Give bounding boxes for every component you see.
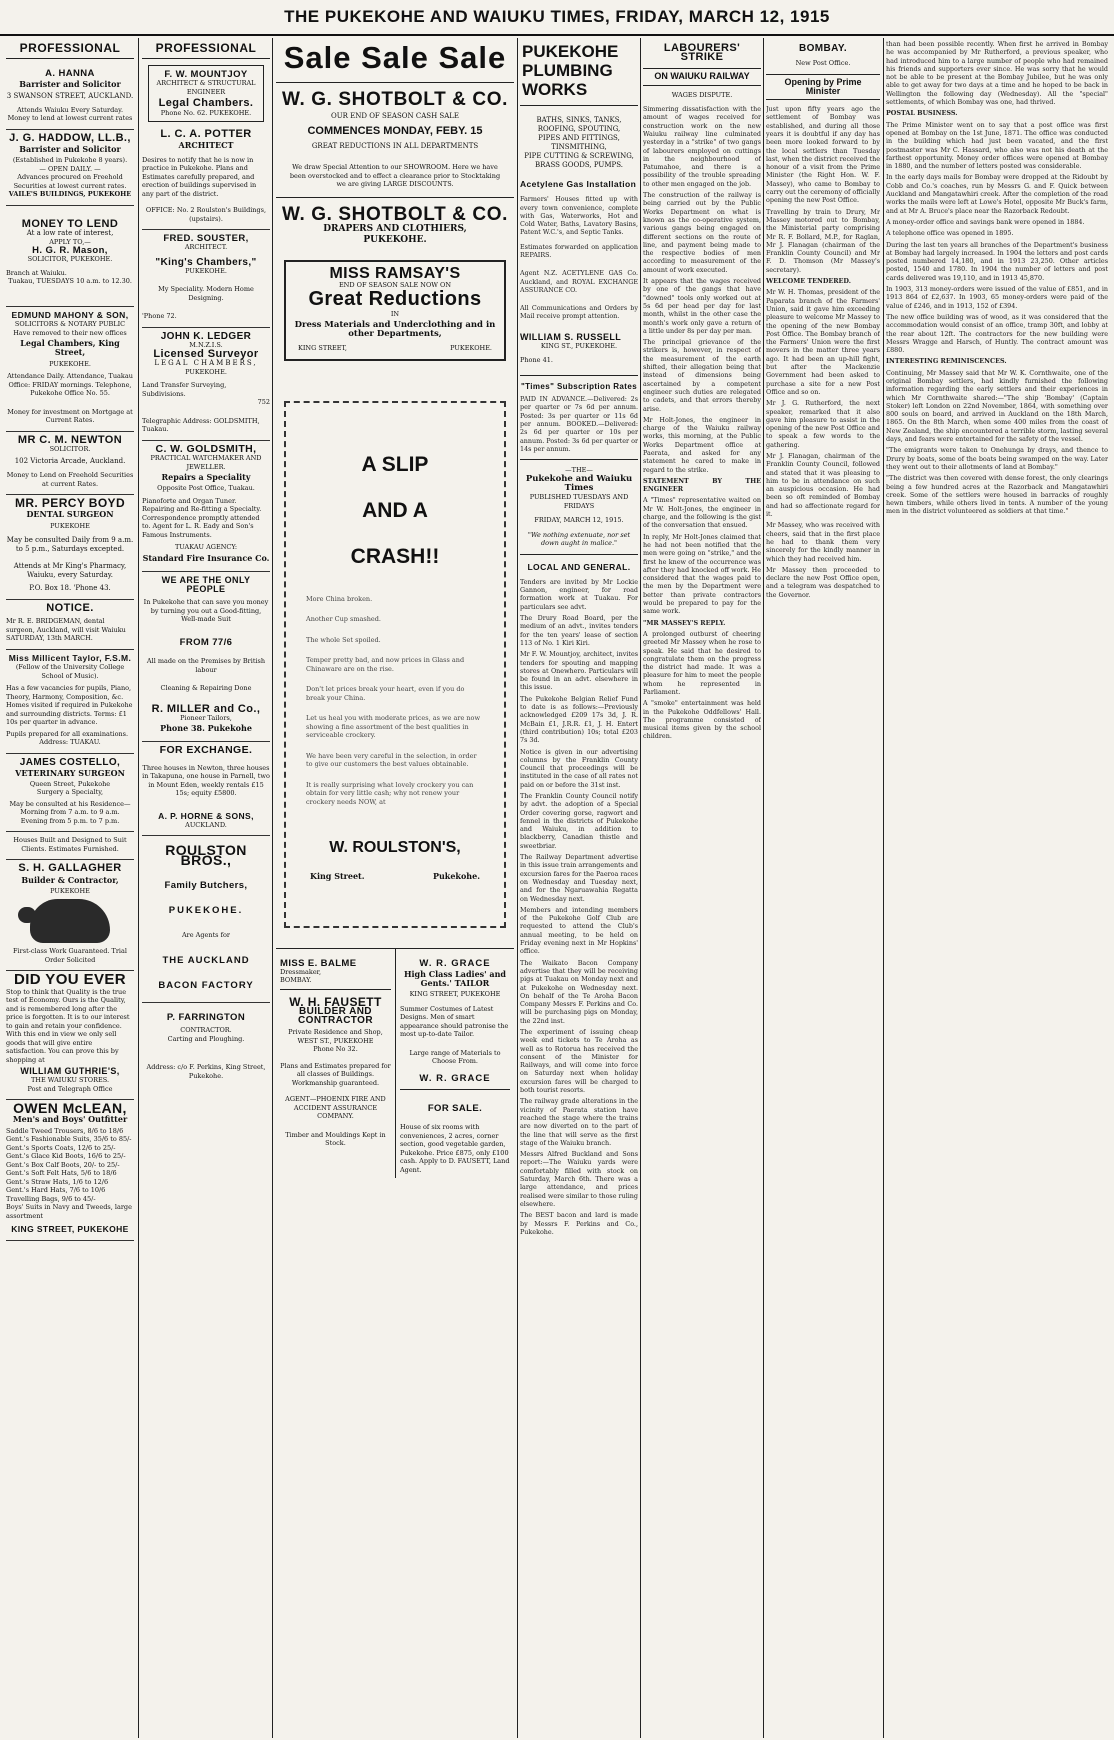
ad-name: S. H. GALLAGHER — [18, 862, 122, 875]
article-para: Mr Massey then proceeded to declare the new Post Office open, and a telegram was despatched to the Governor. — [766, 565, 880, 599]
service-item: ROOFING, SPOUTING, — [537, 125, 621, 133]
ad-name: MR C. M. NEWTON — [17, 433, 123, 446]
ad-slip-and-crash — [284, 401, 506, 928]
shotbolt-place: PUKEKOHE. — [363, 235, 427, 246]
ad-address: Address: TUAKAU. — [39, 738, 101, 747]
article-para: In 1903, 313 money-orders were issued of the value of £851, and in 1913 864 of £2,637. In 1903, 65 money-orders were paid of the value of £246, and in 1913, 152 of £394. — [886, 285, 1108, 310]
article-para: The Prime Minister went on to say that a post office was first opened at Bombay on the 1st June, 1871. The office was conducted in the building which had just been vacated, and the first postmaster was Mr C. Hassard, who also was not his death at the farthest opportunity. Money order offices were opened at Bombay in 1880, and the number of letters posted was considerable. — [886, 120, 1108, 171]
ad-heading: FOR EXCHANGE. — [159, 744, 253, 757]
ad-attends: Attends at Mr King's Pharmacy, Waiuku, every Saturday. — [13, 562, 127, 580]
article-para: Mr J. Flanagan, chairman of the Franklin County Council, followed and stated that it was pleasing to him to be in attendance on such an auspicious occasion. He had been so oft reminded of Bombay and had so affectionate regard for it. — [766, 451, 880, 519]
service-item: BATHS, SINKS, TANKS, — [536, 116, 622, 124]
plumbing-comm: All Communications and Orders by Mail receive prompt attention. — [520, 304, 638, 321]
ad-name: EDMUND MAHONY & SON, — [11, 309, 129, 320]
sale-commences: COMMENCES MONDAY, FEBY. 15 — [307, 125, 483, 138]
ad-hanna — [6, 65, 134, 129]
article-para: Continuing, Mr Massey said that Mr W. K. Cornthwaite, one of the original Bombay settlers, had kindly furnished the following information regarding the early settlers and their experiences in which Mr Cornthwaite shared:—"The ship 'Bombay' (Captain Stoker) left London on 22nd November, 1864, with something over 800 souls on board, and arrived in Auckland on the 18th March, 1865. On the 8th March, when some 400 miles from the coast of New Zealand, the ship encountered a terrible storm, lasting several days, and fears were entertained for the safety of the vessel. — [886, 368, 1108, 444]
column-advertisements — [276, 38, 514, 1738]
slip-text: More China broken. — [306, 594, 373, 603]
shotbolt-name-2: W. G. SHOTBOLT & CO. — [282, 203, 508, 225]
article-para: The new office building was of wood, as it was considered that the accommodation would consist of an office, tramp 30ft, and lobby at the rear about 12ft. The contractors for the new building were Messrs Wragge and Harsch, of Huntly. The contract amount was £880. — [886, 312, 1108, 355]
ad-place: BOMBAY. — [280, 976, 391, 990]
section-heading: PROFESSIONAL — [6, 38, 134, 59]
sale-end-of-season: OUR END OF SEASON CASH SALE — [330, 112, 460, 121]
ad-title: Men's and Boys' Outfitter — [12, 1114, 128, 1125]
ad-souster — [142, 230, 270, 328]
column-professional-2 — [142, 38, 270, 1738]
ad-title: PRACTICAL WATCHMAKER AND JEWELLER. — [150, 454, 262, 471]
ad-title: VETERINARY SURGEON — [15, 767, 125, 778]
ad-great: Great Reductions — [308, 288, 482, 311]
ad-title: Dressmaker, — [280, 967, 322, 976]
ad-name: F. W. MOUNTJOY — [164, 69, 248, 81]
ad-place: PUKEKOHE. — [185, 367, 227, 376]
ad-name-2: W. R. GRACE — [400, 1074, 510, 1090]
ad-heading: MONEY TO LEND — [21, 217, 119, 230]
forsale-heading: FOR SALE. — [427, 1102, 483, 1114]
ad-farrington — [142, 1003, 270, 1086]
ad-title: Barrister and Solicitor — [19, 79, 121, 90]
ad-title: Barrister and Solicitor — [19, 143, 121, 154]
ad-street: KING STREET, — [298, 344, 347, 353]
fausett-agent: AGENT—PHOENIX FIRE AND ACCIDENT ASSURANCE COMPANY. — [285, 1095, 386, 1121]
service-item: TINSMITHING, — [551, 143, 607, 151]
fausett-text: Plans and Estimates prepared for all classes of Buildings. Workmanship guaranteed. — [280, 1061, 391, 1087]
ad-name: MISS E. BALME — [280, 957, 357, 969]
ad-name: JOHN K. LEDGER — [160, 330, 252, 342]
ad-branch: Branch at Waiuku. — [6, 268, 67, 277]
paper-date: FRIDAY, MARCH 12, 1915. — [534, 516, 624, 525]
ad-solicitor: SOLICITOR, PUKEKOHE. — [27, 255, 113, 264]
ad-mahony — [6, 307, 134, 432]
ad-item: Gent.'s Straw Hats, 1/6 to 12/6 — [6, 1177, 109, 1186]
local-para: The Pukekohe Belgian Relief Fund to date is as follows:—Previously acknowledged £209 17s 3d, J. R. McBain £1, J.R.R. £1, J. H. Entert (third contribution) 10s; total £203 7s 3d. — [520, 694, 638, 745]
article-para: "The emigrants were taken to Onehunga by drays, and thence to Drury by boats, some of the boats being swamped on the way. Later they went out to their allotments of land at Bombay." — [886, 446, 1108, 471]
column-bombay — [766, 38, 880, 1738]
article-para: During the last ten years all branches of the Department's business at Bombay had largely increased. In 1904 the letters and post cards posted numbered 14,180, and in 1913 23,250. Other articles posted, 1540 and 1780. In 1904 the number of letters and post cards delivered was 19,110, and in 1913 45,870. — [886, 240, 1108, 282]
fausett-phone: Phone No 32. — [313, 1045, 358, 1054]
ad-the: THE AUCKLAND — [162, 954, 250, 966]
ad-place: PUKEKOHE — [50, 886, 90, 895]
forsale-text: House of six rooms with conveniences, 2 acres, corner section, good vegetable garden, Pukekohe. Price £875, only £100 cash. Apply to D. FAUSETT, Land Agent. — [399, 1123, 510, 1174]
ad-sub: (Fellow of the University College School of Music). — [15, 663, 125, 680]
article-para: Mr Massey, who was received with cheers, said that in the first place he had to thank them very sincerely for the kindly manner in which they had received him. — [766, 521, 880, 563]
ad-title: CONTRACTOR. — [180, 1026, 232, 1035]
ad-chambers: Legal Chambers. — [158, 97, 254, 110]
ad-range: Large range of Materials to Choose From. — [409, 1048, 501, 1066]
ad-text: Desires to notify that he is now in practice in Pukekohe. Plans and Estimates carefully prepared, and erection of buildings supervised in any part of the district. — [142, 155, 257, 198]
article-para: Mr W. H. Thomas, president of the Paparata branch of the Farmers' Union, said it gave him exceeding pleasure to welcome Mr Massey to the opening of the new Bombay Post Office. The Bombay branch of the Farmers' Union were the first movers in the matter three years ago. It had been an up-hill fight, but after the Mackenzie Government had been asked to purchase a site for a new Post Office and so on. — [766, 288, 880, 396]
article-para: Mr J. G. Rutherford, the next speaker, remarked that it also gave him pleasure to assist in the opening of the new Post Office and to speak a few words to the gathering. — [766, 399, 880, 449]
subs-heading: "Times" Subscription Rates — [520, 381, 638, 391]
article-kicker: WAGES DISPUTE. — [671, 90, 733, 99]
ad-title: High Class Ladies' and Gents.' TAILOR — [403, 968, 506, 988]
ad-in: IN — [390, 310, 400, 319]
ad-text: At a low rate of interest, — [26, 228, 114, 237]
shotbolt-name: W. G. SHOTBOLT & CO. — [282, 89, 508, 110]
article-para: A "smoke" entertainment was held in the Pukekohe Oddfellows' Hall. The programme consisted of musical items given by the school children. — [643, 699, 761, 741]
ad-phone: Phone 38. Pukekohe — [160, 723, 252, 734]
masthead: THE PUKEKOHE AND WAIUKU TIMES, FRIDAY, MARCH 12, 1915 — [0, 0, 1114, 36]
ad-note: Attends Waiuku Every Saturday. Money to lend at lowest current rates — [7, 105, 133, 123]
ad-clean: Cleaning & Repairing Done — [160, 684, 252, 693]
ad-title: ARCHITECT & STRUCTURAL ENGINEER — [156, 79, 256, 96]
ad-address: Opposite Post Office, Tuakau. — [157, 484, 255, 493]
local-para: Tenders are invited by Mr Lockie Gannon, engineer, for road formation work at Tuakau. For particulars see advt. — [520, 577, 638, 611]
local-para: The Drury Road Board, per the medium of an advt., invites tenders for the ten years' lease of section 113 of No. 1 Kiri Kiri. — [520, 614, 638, 647]
article-para: "The district was then covered with dense forest, the only clearings being a few hundred acres at the Razorback and Mangatawhiri creek. Some of the settlers were housed in barracks of roughly hewn timbers, while others lived in tents. A number of the young men in the district volunteered as soldiers at that time." — [886, 474, 1108, 516]
article-para: Mr Holt-Jones, the engineer in charge of the Waiuku railway works, this morning, at the Public Works Department office at Paerata, and asked for any statement he cared to make in regard to the strike. — [643, 415, 761, 474]
ad-newton — [6, 432, 134, 496]
ad-boyd — [6, 495, 134, 600]
ad-street: KING STREET, PUKEKOHE — [409, 990, 501, 999]
ad-text: Land Transfer Surveying, Subdivisions. — [142, 381, 227, 398]
ad-horne — [142, 742, 270, 836]
ad-sub: Family Butchers, — [164, 879, 248, 891]
ad-open: — OPEN DAILY. — — [39, 164, 101, 173]
slip-name: W. ROULSTON'S, — [329, 839, 461, 857]
ad-address: Address: c/o F. Perkins, King Street, Pukekohe. — [146, 1063, 266, 1080]
acetylene-heading: Acetylene Gas Installation — [520, 179, 637, 189]
ad-number: 752 — [257, 398, 270, 407]
plumbing-agent: Agent N.Z. ACETYLENE GAS Co. Auckland, and ROYAL EXCHANGE ASSURANCE CO. — [520, 269, 638, 294]
ad-name: JAMES COSTELLO, — [19, 756, 121, 768]
local-para: Mr F. W. Mountjoy, architect, invites tenders for spouting and mapping stores at Onewhero. Particulars will be found in an advt. elsewhere in this issue. — [520, 650, 638, 692]
ad-fire: Standard Fire Insurance Co. — [142, 552, 270, 563]
ad-address: VAILE'S BUILDINGS, PUKEKOHE — [8, 190, 132, 199]
ad-text: Summer Costumes of Latest Designs. Men of smart appearance should patronise the most up-to-date Tailor. — [399, 1004, 509, 1039]
ad-name: P. FARRINGTON — [166, 1012, 246, 1024]
russell-street: KING ST., PUKEKOHE. — [540, 341, 618, 350]
ad-text: Advances procured on Freehold Securities at lowest current rates. — [13, 173, 127, 190]
plumbing-estimates: Estimates forwarded on application REPAIRS. — [520, 242, 638, 259]
article-para: A money-order office and savings bank were opened in 1884. — [886, 217, 1085, 226]
ad-pupils: Pupils prepared for all examinations. — [6, 729, 129, 738]
ad-text: First-class Work Guaranteed. Trial Order Solicited — [13, 947, 127, 964]
section-heading: PROFESSIONAL — [142, 38, 270, 59]
ad-balme-fausett — [276, 949, 396, 1179]
sale-heading: Sale Sale Sale — [276, 38, 514, 83]
article-subhead: "MR MASSEY'S REPLY. — [643, 618, 726, 627]
article-para: In reply, Mr Holt-Jones claimed that he had not been notified that the men were going on "strike," and the first he knew of the occurrence was after they had knocked off work. He considered that the wages paid to the men by the Department were better than private contractors would be prepared to pay for the same work. — [643, 532, 761, 616]
ad-text: Pianoforte and Organ Tuner. Repairing and Re-fitting a Specialty. Correspondence promptly attended to. Agent for L. R. Eady and Son's Famous Instruments. — [142, 496, 262, 539]
ad-name: A. P. HORNE & SONS, — [158, 810, 254, 821]
article-para: A telephone office was opened in 1895. — [886, 229, 1014, 238]
article-subhead: INTERESTING REMINISCENCES. — [886, 357, 1007, 366]
column-professional-1 — [6, 38, 134, 1738]
subs-text: PAID IN ADVANCE.—Delivered: 2s per quarter or 7s 6d per annum. Posted: 3s per quarter or 11s 6d per annum. BOOKED.—Delivered: 2s 6d per quarter or 10s per annum. Posted: 3s 6d per quarter or 14s per annum. — [520, 395, 638, 460]
ad-houses: Houses Built and Designed to Suit Clients. Estimates Furnished. — [6, 832, 134, 860]
ad-text: May be consulted Daily from 9 a.m. to 5 p.m., Saturdays excepted. — [6, 536, 134, 554]
ad-phone: Phone No. 62. PUKEKOHE. — [160, 108, 252, 117]
ad-established: (Established in Pukekohe 8 years). — [12, 156, 128, 165]
ad-name: ROULSTON BROS., — [165, 842, 247, 868]
ad-mclean — [6, 1100, 134, 1241]
ad-specialty: Surgery a Specialty, — [36, 788, 104, 797]
fausett-name: W. H. FAUSETT — [289, 994, 382, 1009]
plumbing-text: Farmers' Houses fitted up with every town convenience, complete with Gas, Waterworks, Hot and Cold Water, Baths, Lavatory Basins, Patent W.C.'s, and Septic Tanks. — [520, 195, 638, 237]
plumbing-heading: PUKEKOHE PLUMBING WORKS — [520, 38, 638, 106]
local-para: The experiment of issuing cheap week end tickets to Te Aroha as well as to Rotorua has received the consent of the Minister for Railways, and will come into force on Saturday next when holiday excursion fares will be charged to both tourist resorts. — [520, 1028, 638, 1095]
slip-text: Don't let prices break your heart, even if you do break your China. — [306, 685, 465, 702]
local-para: The Franklin County Council notify by advt. the adoption of a Special Order covering gorse, ragwort and fennel in the districts of Pukekohe and Waiuku, in addition to blackberry, Canadian thistle and sweetbriar. — [520, 791, 638, 850]
ad-days: Tuakau, TUESDAYS 10 a.m. to 12.30. — [8, 277, 132, 286]
ad-name: MR. PERCY BOYD — [14, 496, 126, 511]
ad-chambers: "King's Chambers," — [155, 256, 257, 268]
article-subheading: ON WAIUKU RAILWAY — [643, 68, 761, 85]
service-item: BRASS GOODS, PUMPS. — [535, 161, 623, 169]
ad-agents: Are Agents for — [181, 931, 231, 940]
ad-name: W. R. GRACE — [419, 957, 491, 969]
article-heading: BOMBAY. — [799, 43, 847, 54]
ad-title: ARCHITECT. — [184, 243, 228, 252]
ad-heading: WE ARE THE ONLY PEOPLE — [161, 574, 251, 595]
ad-factory: BACON FACTORY — [158, 979, 254, 991]
article-para: It appears that the wages received by one of the gangs that have "downed" tools only worked out at 5s 6d per head per day for last month, whilst in the other case the month's work only gave a return of a little under 8s per day per man. — [643, 277, 761, 335]
ad-footer: KING STREET, PUKEKOHE — [11, 1224, 129, 1235]
fausett-title: BUILDER AND CONTRACTOR — [298, 1005, 373, 1027]
ad-name: FRED. SOUSTER, — [163, 233, 249, 245]
article-para: The principal grievance of the strikers is, however, in respect of the measurement of the earth shifted, their allegation being that instead of dimensions being ascertained by a competent engineer such duties are relegated to cadets, and that errors thereby arise. — [643, 338, 761, 413]
local-para: The Railway Department advertise in this issue train arrangements and excursion fares for the Paeroa races on Wednesday and Tuesday next, and for the Ngaruawahia Regatta on Wednesday next. — [520, 853, 638, 903]
article-kicker: Opening by Prime Minister — [766, 74, 880, 100]
ad-title: DENTAL SURGEON — [26, 509, 114, 520]
column-plumbing — [520, 38, 638, 1738]
paper-name: Pukekohe and Waiuku Times — [525, 473, 633, 493]
ad-telegraphic: Telegraphic Address: GOLDSMITH, Tuakau. — [142, 416, 260, 434]
ad-title: SOLICITORS & NOTARY PUBLIC — [14, 320, 126, 329]
article-para: In the early days mails for Bombay were dropped at the Ridoubt by Cobb and Co.'s coaches, run by Messrs G. and F. Quick between Auckland and Mangatawhiri creek. After the completion of the road works the mails were left at Lowe's Hotel, opposite Mr Buck's farm, and at Mr A. Bruce's place near the Razorback Redoubt. — [886, 173, 1108, 215]
sale-reductions: GREAT REDUCTIONS IN ALL DEPARTMENTS — [311, 142, 479, 151]
article-subhead: WELCOME TENDERED. — [766, 277, 851, 286]
ad-name: MISS RAMSAY'S — [329, 264, 461, 282]
ad-post: Post and Telegraph Office — [27, 1084, 113, 1093]
article-heading: LABOURERS' STRIKE — [663, 42, 741, 64]
ad-made: All made on the Premises by British labour — [146, 657, 266, 674]
slip-text: It is really surprising what lovely crockery you can obtain for very little cash; why not renew your crockery needs NOW, at — [306, 780, 474, 806]
ad-item: Gent.'s Hard Hats, 7/6 to 10/6 — [6, 1186, 106, 1195]
slip-text: The whole Set spoiled. — [306, 635, 381, 644]
article-para: The construction of the railway is being carried out by the Public Works Department on what is known as the co-operative system, various gangs being engaged on different sections on the route of line, and payment being made to the respective bodies of men according to measurement of the amount of work executed. — [643, 191, 761, 274]
slip-line-2: AND A — [362, 498, 428, 522]
ad-chambers: Legal Chambers, King Street, — [20, 338, 120, 358]
ad-roulston-bros — [142, 836, 270, 1003]
ad-text: In Pukekohe that can save you money by turning you out a Good-fitting, Well-made Suit — [143, 598, 269, 624]
ad-text: Mr R. E. BRIDGEMAN, dental surgeon, Auckland, will visit Waiuku SATURDAY, 13th MARCH. — [6, 617, 126, 643]
ad-title: Builder & Contractor, — [21, 874, 119, 885]
column-rule — [763, 38, 764, 1738]
ad-name: Miss Millicent Taylor, F.S.M. — [8, 652, 132, 663]
article-subheading: New Post Office. — [795, 59, 851, 68]
ad-address: 102 Victoria Arcade, Auckland. — [14, 457, 126, 466]
local-para: The Waikato Bacon Company advertise that they will be receiving pigs at Tuakau on Monday next and at Pukekohe on Wednesday next. On behalf of the Te Aroha Bacon Company Messrs F. Perkins and Co. will be purchasing pigs on Monday, the 22nd inst. — [520, 958, 638, 1025]
ad-money-to-lend — [6, 206, 134, 307]
ad-place: AUCKLAND. — [185, 820, 227, 829]
ad-place: PUKEKOHE — [50, 521, 90, 530]
ad-name: A. HANNA — [45, 68, 95, 80]
ad-phone: 'Phone 72. — [142, 312, 177, 321]
slip-text: Another Cup smashed. — [306, 615, 381, 624]
ad-money: Money for investment on Mortgage at Current Rates. — [7, 407, 133, 425]
bull-illustration — [30, 899, 110, 943]
ad-name: R. MILLER and Co., — [151, 702, 261, 715]
paper-motto: "We nothing extenuate, nor set down aught in malice." — [520, 531, 638, 555]
column-rule — [517, 38, 518, 1738]
ad-apply: APPLY TO,— — [49, 237, 91, 246]
fausett-res: Private Residence and Shop, — [288, 1028, 383, 1037]
ad-box: P.O. Box 18. 'Phone 43. — [29, 584, 111, 593]
ad-place: PUKEKOHE. — [168, 904, 244, 916]
local-heading: LOCAL AND GENERAL. — [527, 561, 631, 572]
local-para: Members and intending members of the Pukekohe Golf Club are requested to attend the Club's annual meeting, to be held on Friday evening next in Mr Hopkins' office. — [520, 905, 638, 956]
ad-specialty: My Speciality. Modern Home Designing. — [158, 285, 254, 302]
ad-text: Have removed to their new offices — [13, 328, 127, 337]
local-para: The BEST bacon and lard is made by Messrs F. Perkins and Co., Pukekohe. — [520, 1211, 638, 1236]
ad-text: Has a few vacancies for pupils, Piano, Theory, Harmony, Composition, &c. Homes visited if required in Pukekohe and surrounding districts. Terms: £1 10s per quarter in advance. — [6, 684, 133, 727]
article-para: A "Times" representative waited on Mr W. Holt-Jones, the engineer in charge, and the following is the gist of the conversation that ensued. — [643, 496, 761, 530]
ad-text: Money to Lend on Freehold Securities at current Rates. — [6, 471, 134, 488]
ad-title: SOLICITOR. — [49, 444, 91, 453]
ad-agency: TUAKAU AGENCY: — [174, 543, 238, 552]
ad-item: Gent.'s Box Calf Boots, 20/- to 25/- — [6, 1160, 120, 1169]
ad-text: Three houses in Newton, three houses in Takapuna, one house in Parnell, two in Mount Eden, weekly rentals £15 15s; equity £5800. — [142, 763, 270, 798]
paper-published: PUBLISHED TUESDAYS AND FRIDAYS — [529, 493, 629, 510]
ad-sub: Licensed Surveyor — [153, 347, 259, 360]
ad-notice — [6, 600, 134, 650]
slip-text: Let us heal you with moderate prices, as we are now showing a fine assortment of the best qualities in serviceable crockery. — [306, 714, 481, 740]
service-item: PIPES AND FITTINGS, — [538, 134, 620, 142]
column-rule — [272, 38, 273, 1738]
ad-text: Carting and Ploughing. — [167, 1034, 245, 1043]
column-rule — [138, 38, 139, 1738]
ad-place: PUKEKOHE. — [49, 359, 91, 368]
ad-guthrie — [6, 971, 134, 1100]
slip-line-3: CRASH!! — [350, 544, 440, 568]
ad-attendance: Attendance Daily. Attendance, Tuakau Office: FRIDAY mornings. Telephone, Pukekohe Office No. 55. — [7, 372, 133, 398]
article-subhead: POSTAL BUSINESS. — [886, 109, 958, 118]
sale-attention: We draw Special Attention to our SHOWROOM. Here we have been overstocked and to effect a clearance prior to Stocktaking we are giving LARGE DISCOUNTS. — [289, 163, 501, 189]
column-rule — [640, 38, 641, 1738]
slip-text: We have been very careful in the selection, in order to give our customers the best values obtainable. — [306, 751, 477, 769]
ad-item: Gent.'s Fashionable Suits, 35/6 to 85/- — [6, 1135, 132, 1144]
ad-goldsmith — [142, 441, 270, 572]
article-para: Travelling by train to Drury, Mr Massey motored out to Bombay, the Ministerial party comprising Mr R. F. Bollard, M.P., for Raglan, Mr J. Flanagan (chairman of the Franklin County Council) and Mr F. D. Thomson (Mr Massey's secretary). — [766, 207, 880, 274]
ad-store: THE WAIUKU STORES. — [30, 1076, 110, 1085]
ad-dress: Dress Materials and Underclothing and in other Departments, — [294, 319, 496, 340]
ad-costello — [6, 754, 134, 833]
ad-tailors: Pioneer Tailors, — [180, 713, 232, 722]
ad-office: OFFICE: No. 2 Roulston's Buildings, (upstairs). — [145, 206, 267, 223]
article-para: A prolonged outburst of cheering greeted Mr Massey when he rose to speak. He said that he desired to congratulate them on the progress the district had made. It was a pleasure for him to meet the people whom he represented in Parliament. — [643, 629, 761, 696]
ad-item: Travelling Bags, 9/6 to 45/- — [6, 1194, 96, 1203]
ad-taylor — [6, 650, 134, 754]
ad-item: Gent.'s Sports Coats, 12/6 to 25/- — [6, 1143, 116, 1152]
ad-gallagher — [6, 860, 134, 971]
ad-name: L. C. A. POTTER — [160, 128, 252, 141]
paper-the: —THE— — [565, 466, 593, 475]
ad-title: M.N.Z.I.S. — [189, 341, 223, 350]
column-rule — [883, 38, 884, 1738]
ad-specialty: Repairs a Speciality — [161, 472, 251, 483]
ad-heading: NOTICE. — [46, 602, 94, 615]
local-para: The railway grade alterations in the vicinity of Paerata station have reached the stage where the trains are now diverted on to the part of the line that will serve as the first stage of the Waiuku branch. — [520, 1097, 638, 1147]
ad-text: Stop to think that Quality is the true test of Economy. Ours is the Quality, and is remembered long after the price is forgotten. It is to our interest to gain and retain your confidence. With this end in view we only sell goods that will give entire satisfaction. You can prove this by shopping at — [6, 987, 130, 1064]
article-para: Simmering dissatisfaction with the amount of wages received for construction work on the new Waiuku railway line culminated yesterday in a "strike" of two gangs of labourers employed on cuttings in the neighbourhood of Patumahoe, and there is a possibility of the trouble spreading to other men engaged on the job. — [643, 105, 761, 188]
ad-end: END OF SEASON SALE NOW ON — [338, 280, 452, 289]
ad-place: PUKEKOHE. — [450, 344, 492, 353]
ad-ledger — [142, 328, 270, 441]
fausett-addr: WEST ST., PUKEKOHE — [297, 1036, 374, 1045]
ad-price: FROM 77/6 — [179, 636, 233, 648]
column-bombay-continued — [886, 38, 1108, 1738]
ad-name: J. G. HADDOW, LL.B., — [9, 131, 131, 144]
ad-mountjoy — [148, 65, 264, 122]
slip-line-1: A SLIP — [361, 452, 429, 476]
ad-item: Saddle Tweed Trousers, 8/6 to 18/6 — [6, 1126, 124, 1135]
column-labourers-strike — [643, 38, 761, 1738]
ad-potter — [142, 126, 270, 230]
ad-name: C. W. GOLDSMITH, — [155, 442, 257, 455]
local-para: Notice is given in our advertising columns by the Franklin County Council that proceedings will be instituted in the case of all rates not paid on or before the 31st inst. — [520, 747, 638, 789]
slip-text: Temper pretty bad, and now prices in Glass and Chinaware are on the rise. — [306, 656, 465, 673]
russell-name: WILLIAM S. RUSSELL — [520, 331, 622, 342]
ad-item: Gent.'s Soft Felt Hats, 5/6 to 18/6 — [6, 1169, 117, 1178]
ad-item: Gent.'s Glace Kid Boots, 16/6 to 25/- — [6, 1152, 126, 1161]
article-para: Just upon fifty years ago the settlement of Bombay was established, and during all those years it is doubtful if any day has been more looked forward to by the local settlers than Tuesday last, when the district received the honour of a visit from the Prime Minister (the Right Hon. W. F. Massey), who came to Bombay to carry out the ceremony of officially opening the new Post Office. — [766, 105, 880, 205]
ad-heading: DID YOU EVER — [13, 971, 127, 989]
ad-grace — [396, 949, 514, 1179]
ad-name: WILLIAM GUTHRIE'S, — [20, 1066, 120, 1077]
ad-address: Queen Street, Pukekohe — [29, 779, 111, 788]
ad-place: PUKEKOHE. — [185, 266, 227, 275]
slip-street: King Street. — [310, 871, 365, 882]
shotbolt-drapers: DRAPERS AND CLOTHIERS, — [323, 224, 467, 235]
article-subhead: STATEMENT BY THE ENGINEER — [643, 476, 761, 494]
ad-title: ARCHITECT — [178, 140, 234, 151]
russell-phone: Phone 41. — [520, 356, 638, 376]
ad-miller — [142, 572, 270, 743]
slip-place: Pukekohe. — [432, 871, 480, 882]
ad-address: 3 SWANSON STREET, AUCKLAND. — [6, 91, 134, 100]
ad-name: OWEN McLEAN, — [13, 1100, 127, 1117]
ad-haddow — [6, 130, 134, 206]
ad-name: H. G. R. Mason, — [32, 245, 108, 257]
ad-item: Boys' Suits in Navy and Tweeds, large assortment — [6, 1203, 132, 1220]
ad-text: May be consulted at his Residence— Morning from 7 a.m. to 9 a.m. Evening from 5 p.m. to 7 p.m. — [9, 799, 131, 825]
local-para: Messrs Alfred Buckland and Sons report:—The Waiuku yards were comfortably filled with stock on Saturday, March 6th. There was a large attendance, and prices realised were similar to those ruling elsewhere. — [520, 1150, 638, 1208]
ad-ramsay — [284, 260, 506, 361]
fausett-timber: Timber and Mouldings Kept in Stock. — [285, 1130, 386, 1148]
article-para: than had been possible recently. When first he arrived in Bombay he was accompanied by Mr Rutherford, a previous speaker, who had introduced him to a large number of people who had remained his friends and supporters ever since. He was sorry that he would not be able to be present at the Bombay Jubilee, but he was only able to get away for two days at a time and he hoped to be back in Wellington the following day (Wednesday). All the "special" settlements, of which Bombay was one, had thrived. — [886, 40, 1108, 107]
service-item: PIPE CUTTING & SCREWING, — [524, 152, 634, 160]
ad-chambers: LEGAL CHAMBERS, — [154, 358, 258, 367]
